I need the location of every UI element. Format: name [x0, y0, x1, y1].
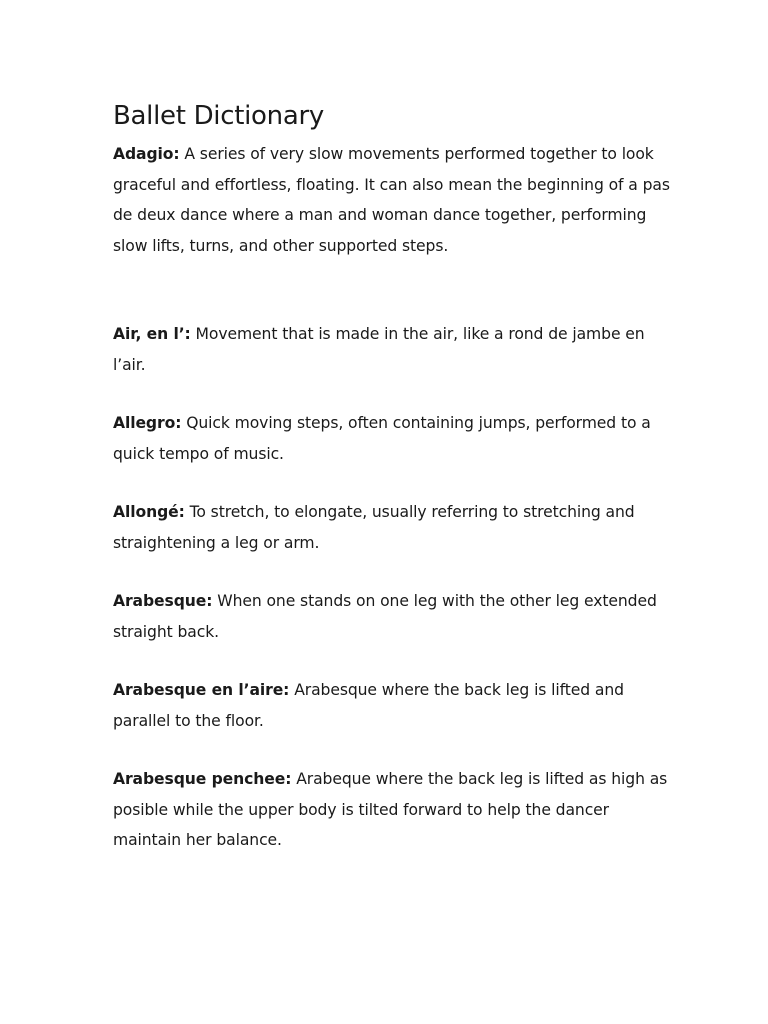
entry-allegro: [113, 408, 673, 469]
entry-term: Allongé:: [113, 503, 185, 521]
entry-term: Arabesque:: [113, 592, 213, 610]
document-page: [113, 96, 673, 856]
entry-term: Air, en l’:: [113, 325, 191, 343]
entry-arabesque-en-laire: [113, 675, 673, 736]
entry-term: Arabesque penchee:: [113, 770, 292, 788]
entry-arabesque: [113, 586, 673, 647]
page-title: Ballet Dictionary: [113, 101, 324, 131]
entry-adagio: [113, 139, 673, 261]
entry-air-en-l: [113, 319, 673, 380]
entry-definition: Arabeque where the back leg is lifted as high as posible while the upper body is tilted forward to help the dancer maintain her balance.: [113, 770, 668, 849]
entry-definition: To stretch, to elongate, usually referring to stretching and straightening a leg or arm.: [113, 503, 635, 552]
entry-definition: Quick moving steps, often containing jumps, performed to a quick tempo of music.: [113, 414, 651, 463]
entry-allonge: [113, 497, 673, 558]
entry-definition: A series of very slow movements performed together to look graceful and effortless, floating. It can also mean the beginning of a pas de deux dance where a man and woman dance together, performing slow lifts, turns, and other supported steps.: [113, 145, 670, 255]
entry-term: Adagio:: [113, 145, 180, 163]
entry-definition: Movement that is made in the air, like a rond de jambe en l’air.: [113, 325, 645, 374]
entry-term: Allegro:: [113, 414, 182, 432]
entry-definition: Arabesque where the back leg is lifted and parallel to the floor.: [113, 681, 624, 730]
entry-definition: When one stands on one leg with the other leg extended straight back.: [113, 592, 657, 641]
entry-arabesque-penchee: [113, 764, 673, 856]
entry-term: Arabesque en l’aire:: [113, 681, 290, 699]
